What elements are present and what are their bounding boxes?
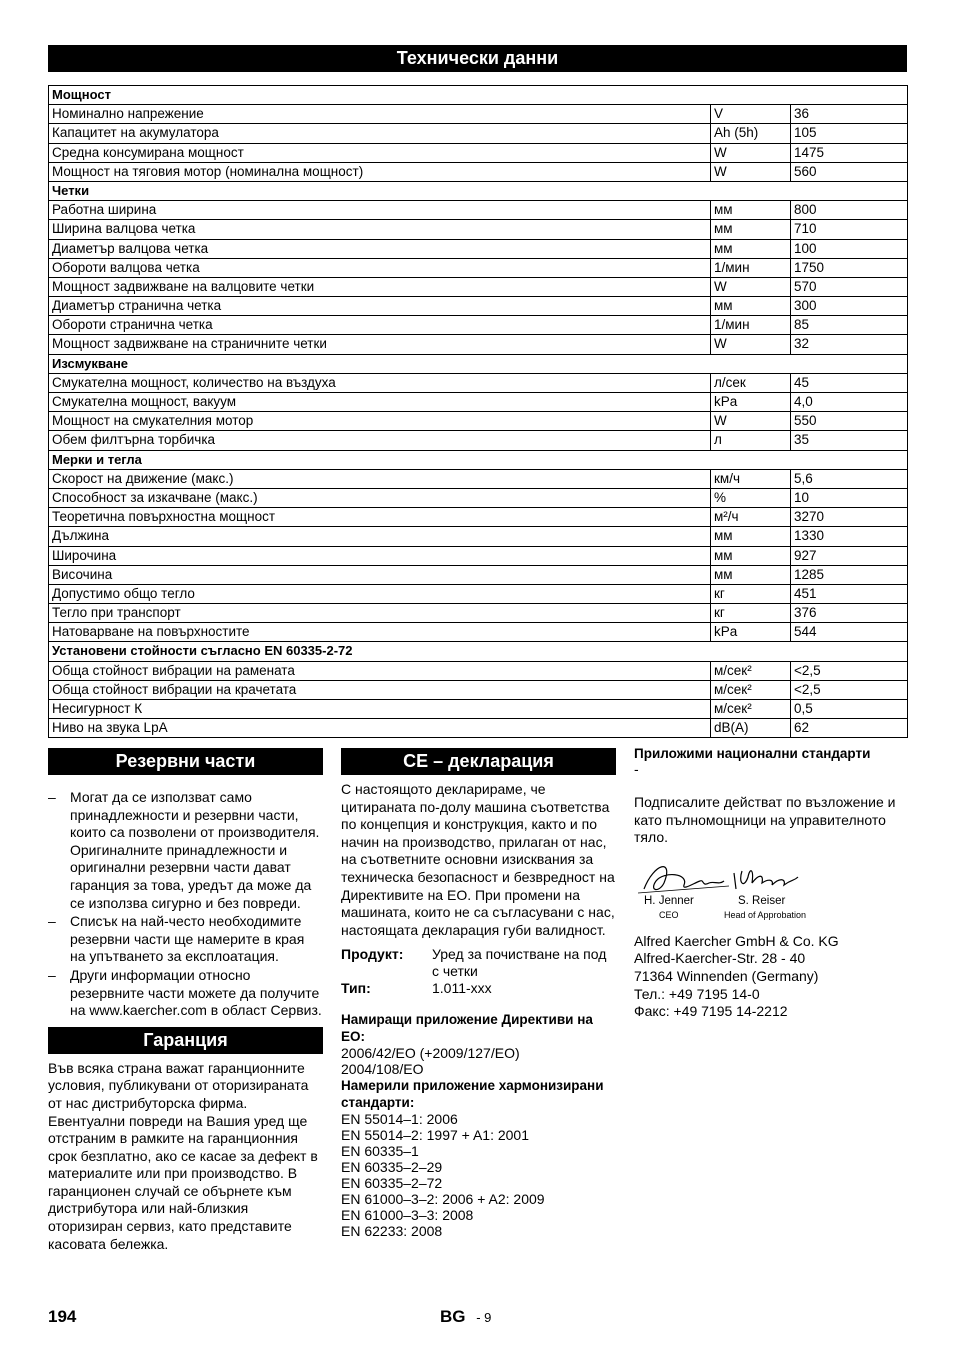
- ce-intro: С настоящото декларираме, че цитираната по-долу машина съответства по концепция и конструкция, както и по начин на производство, прилаган от нас, на съответните основни изисквания за техническа безопасност и безвредност на Директивите на ЕО. При промени на машината, които не са съгласувани с нас, настоящата декларация губи валидност.: [341, 781, 615, 938]
- spec-label: Скорост на движение (макс.): [49, 469, 711, 488]
- standard-line: EN 60335–2–72: [341, 1175, 443, 1192]
- spec-unit: 1/мин: [711, 258, 791, 277]
- list-item: [48, 967, 323, 1020]
- spec-value: 3270: [791, 508, 908, 527]
- spec-unit: W: [711, 162, 791, 181]
- spec-value: 105: [791, 124, 908, 143]
- section-title: Мощност: [49, 86, 908, 105]
- spec-label: Средна консумирана мощност: [49, 143, 711, 162]
- sub-page: - 9: [476, 1310, 492, 1325]
- spec-row: [49, 508, 908, 527]
- national-value: -: [634, 761, 639, 777]
- spec-value: 0,5: [791, 700, 908, 719]
- language-page: [440, 1307, 491, 1327]
- spec-unit: мм: [711, 220, 791, 239]
- spec-row: [49, 335, 908, 354]
- spec-label: Обща стойност вибрации на крачетата: [49, 680, 711, 699]
- spec-row: [49, 105, 908, 124]
- spec-unit: Ah (5h): [711, 124, 791, 143]
- spec-label: Обем филтърна торбичка: [49, 431, 711, 450]
- spec-label: Височина: [49, 565, 711, 584]
- spec-unit: W: [711, 277, 791, 296]
- spec-value: 32: [791, 335, 908, 354]
- spec-label: Обороти странична четка: [49, 316, 711, 335]
- spec-value: 376: [791, 604, 908, 623]
- spec-unit: кг: [711, 584, 791, 603]
- national-heading: Приложими национални стандарти: [634, 746, 871, 761]
- spec-unit: dB(A): [711, 719, 791, 738]
- spec-value: 710: [791, 220, 908, 239]
- spec-unit: W: [711, 412, 791, 431]
- page-number: 194: [48, 1307, 77, 1326]
- spec-value: 300: [791, 297, 908, 316]
- spec-unit: %: [711, 488, 791, 507]
- spec-label: Номинално напрежение: [49, 105, 711, 124]
- spec-value: 5,6: [791, 469, 908, 488]
- section-row: [49, 354, 908, 373]
- address-line: 71364 Winnenden (Germany): [634, 967, 819, 984]
- spec-unit: V: [711, 105, 791, 124]
- spec-row: [49, 373, 908, 392]
- spec-row: [49, 623, 908, 642]
- spec-unit: мм: [711, 239, 791, 258]
- bullet-dash: –: [48, 789, 56, 805]
- page-title: Технически данни: [48, 45, 907, 72]
- spec-label: Диаметър странична четка: [49, 297, 711, 316]
- spec-row: [49, 258, 908, 277]
- signers-text: Подписалите действат по възложение и като пълномощници на управителното тяло.: [634, 794, 896, 846]
- spec-label: Ширина валцова четка: [49, 220, 711, 239]
- bullet-text: Списък на най-често необходимите резервни части ще намерите в края на упътването за експлоатация.: [70, 913, 305, 965]
- spec-value: 550: [791, 412, 908, 431]
- spec-value: 800: [791, 201, 908, 220]
- standard-line: EN 55014–2: 1997 + A1: 2001: [341, 1127, 529, 1144]
- national-column: [634, 746, 909, 1021]
- spec-unit: м/сек²: [711, 661, 791, 680]
- section-row: [49, 181, 908, 200]
- spec-unit: мм: [711, 546, 791, 565]
- spec-row: [49, 469, 908, 488]
- spec-label: Способност за изкачване (макс.): [49, 488, 711, 507]
- spec-label: Обороти валцова четка: [49, 258, 711, 277]
- spec-row: [49, 680, 908, 699]
- spec-value: 1750: [791, 258, 908, 277]
- spec-value: 451: [791, 584, 908, 603]
- spec-value: 1330: [791, 527, 908, 546]
- spec-unit: кг: [711, 604, 791, 623]
- section-title: Изсмукване: [49, 354, 908, 373]
- spec-row: [49, 220, 908, 239]
- spec-value: 35: [791, 431, 908, 450]
- spec-label: Капацитет на акумулатора: [49, 124, 711, 143]
- standard-line: EN 60335–1: [341, 1143, 419, 1160]
- spec-row: [49, 565, 908, 584]
- spec-label: Широчина: [49, 546, 711, 565]
- spec-row: [49, 201, 908, 220]
- spec-row: [49, 527, 908, 546]
- spec-value: <2,5: [791, 680, 908, 699]
- spare-parts-column: [48, 748, 323, 1253]
- bullet-dash: –: [48, 966, 56, 983]
- spec-row: [49, 297, 908, 316]
- section-row: [49, 450, 908, 469]
- spec-row: [49, 124, 908, 143]
- directives-list: [341, 1045, 616, 1077]
- spare-parts-list: [48, 789, 323, 1020]
- spec-row: [49, 143, 908, 162]
- standard-line: EN 61000–3–3: 2008: [341, 1207, 474, 1224]
- spec-row: [49, 393, 908, 412]
- spec-row: [49, 584, 908, 603]
- spec-unit: л: [711, 431, 791, 450]
- spec-row: [49, 604, 908, 623]
- spec-label: Дължина: [49, 527, 711, 546]
- type-row: [341, 980, 616, 997]
- directives-heading: Намиращи приложение Директиви на ЕО:: [341, 1012, 593, 1045]
- bullet-dash: –: [48, 913, 56, 930]
- spec-label: Смукателна мощност, количество на въздуха: [49, 373, 711, 392]
- spec-value: 10: [791, 488, 908, 507]
- spec-unit: kPa: [711, 623, 791, 642]
- product-label: Продукт:: [341, 946, 404, 963]
- spec-value: 85: [791, 316, 908, 335]
- spec-label: Работна ширина: [49, 201, 711, 220]
- spec-row: [49, 546, 908, 565]
- spec-label: Мощност задвижване на валцовите четки: [49, 277, 711, 296]
- product-row: [341, 946, 616, 980]
- address-line: Alfred Kaercher GmbH & Co. KG: [634, 932, 839, 949]
- spec-label: Допустимо общо тегло: [49, 584, 711, 603]
- bullet-text: Други информации относно резервните части можете да получите на www.kaercher.com в област Сервиз.: [70, 966, 322, 1019]
- spec-label: Натоварване на повърхностите: [49, 623, 711, 642]
- spec-row: [49, 661, 908, 680]
- spec-label: Смукателна мощност, вакуум: [49, 393, 711, 412]
- spec-value: <2,5: [791, 661, 908, 680]
- spec-label: Ниво на звука LpA: [49, 719, 711, 738]
- spec-unit: км/ч: [711, 469, 791, 488]
- spec-label: Теоретична повърхностна мощност: [49, 508, 711, 527]
- directive-line: 2004/108/EO: [341, 1061, 424, 1078]
- section-title: Четки: [49, 181, 908, 200]
- spec-unit: м/сек²: [711, 700, 791, 719]
- spec-unit: 1/мин: [711, 316, 791, 335]
- spec-unit: W: [711, 335, 791, 354]
- spec-row: [49, 700, 908, 719]
- spec-value: 1475: [791, 143, 908, 162]
- spec-row: [49, 431, 908, 450]
- list-item: [48, 789, 323, 912]
- ce-heading: CE – декларация: [341, 748, 616, 775]
- bullet-text: Могат да се използват само принадлежности и резервни части, които са позволени от производителя. Оригиналните принадлежности и оригинални резервни части дават гаранция за това, уредът да може да се използва сигурно и без повреди.: [70, 789, 320, 911]
- spec-label: Диаметър валцова четка: [49, 239, 711, 258]
- spec-row: [49, 239, 908, 258]
- signer1-name: H. Jenner: [644, 894, 694, 907]
- spec-value: 560: [791, 162, 908, 181]
- standard-line: EN 60335–2–29: [341, 1159, 443, 1176]
- standard-line: EN 62233: 2008: [341, 1223, 443, 1240]
- spec-value: 4,0: [791, 393, 908, 412]
- spec-row: [49, 488, 908, 507]
- section-row: [49, 642, 908, 661]
- spec-row: [49, 316, 908, 335]
- section-title: Установени стойности съгласно EN 60335-2-72: [49, 642, 908, 661]
- spec-value: 570: [791, 277, 908, 296]
- spec-value: 544: [791, 623, 908, 642]
- spare-parts-heading: Резервни части: [48, 748, 323, 775]
- spec-unit: мм: [711, 527, 791, 546]
- spec-row: [49, 162, 908, 181]
- address-line: Alfred-Kaercher-Str. 28 - 40: [634, 950, 806, 967]
- address-line: Факс: +49 7195 14-2212: [634, 1003, 788, 1020]
- spec-unit: мм: [711, 297, 791, 316]
- warranty-heading: Гаранция: [48, 1027, 323, 1054]
- spec-label: Несигурност К: [49, 700, 711, 719]
- spec-unit: л/сек: [711, 373, 791, 392]
- spec-row: [49, 719, 908, 738]
- spec-unit: м²/ч: [711, 508, 791, 527]
- address-line: Тел.: +49 7195 14-0: [634, 985, 760, 1002]
- spec-label: Тегло при транспорт: [49, 604, 711, 623]
- signer2-name: S. Reiser: [738, 894, 786, 907]
- product-value: Уред за почистване на под с четки: [432, 946, 607, 980]
- spec-value: 100: [791, 239, 908, 258]
- signer1-role: CEO: [659, 909, 679, 920]
- section-row: [49, 86, 908, 105]
- standard-line: EN 55014–1: 2006: [341, 1111, 458, 1128]
- standard-line: EN 61000–3–2: 2006 + A2: 2009: [341, 1191, 545, 1208]
- spec-label: Обща стойност вибрации на рамената: [49, 661, 711, 680]
- spec-value: 45: [791, 373, 908, 392]
- directive-line: 2006/42/EO (+2009/127/EO): [341, 1045, 520, 1062]
- company-address: [634, 933, 909, 1021]
- spec-value: 927: [791, 546, 908, 565]
- spec-value: 62: [791, 719, 908, 738]
- signer2-role: Head of Approbation: [724, 909, 807, 920]
- spec-unit: kPa: [711, 393, 791, 412]
- technical-data-table: [48, 85, 908, 738]
- spec-row: [49, 412, 908, 431]
- signatures: [634, 853, 909, 923]
- standards-heading: Намерили приложение хармонизирани стандарти:: [341, 1078, 604, 1111]
- spec-label: Мощност на смукателния мотор: [49, 412, 711, 431]
- list-item: [48, 913, 323, 966]
- standards-list: [341, 1111, 616, 1239]
- warranty-text: Във всяка страна важат гаранционните условия, публикувани от оторизираната от нас дистрибуторска фирма. Евентуални повреди на Вашия уред ще отстраним в рамките на гаранционния срок безплатно, ако се касае за дефект в материалите или при производство. В гаранционен случай се обърнете към дистрибутора или най-близкия оторизиран сервиз, като представите касовата бележка.: [48, 1059, 318, 1252]
- spec-label: Мощност на тяговия мотор (номинална мощност): [49, 162, 711, 181]
- spec-unit: мм: [711, 201, 791, 220]
- type-label: Тип:: [341, 980, 371, 997]
- spec-unit: мм: [711, 565, 791, 584]
- section-title: Мерки и тегла: [49, 450, 908, 469]
- spec-unit: W: [711, 143, 791, 162]
- language-code: BG: [440, 1307, 466, 1326]
- spec-value: 1285: [791, 565, 908, 584]
- type-value: 1.011-xxx: [432, 980, 492, 997]
- ce-column: [341, 748, 616, 1239]
- spec-value: 36: [791, 105, 908, 124]
- spec-label: Мощност задвижване на страничните четки: [49, 335, 711, 354]
- spec-unit: м/сек²: [711, 680, 791, 699]
- spec-row: [49, 277, 908, 296]
